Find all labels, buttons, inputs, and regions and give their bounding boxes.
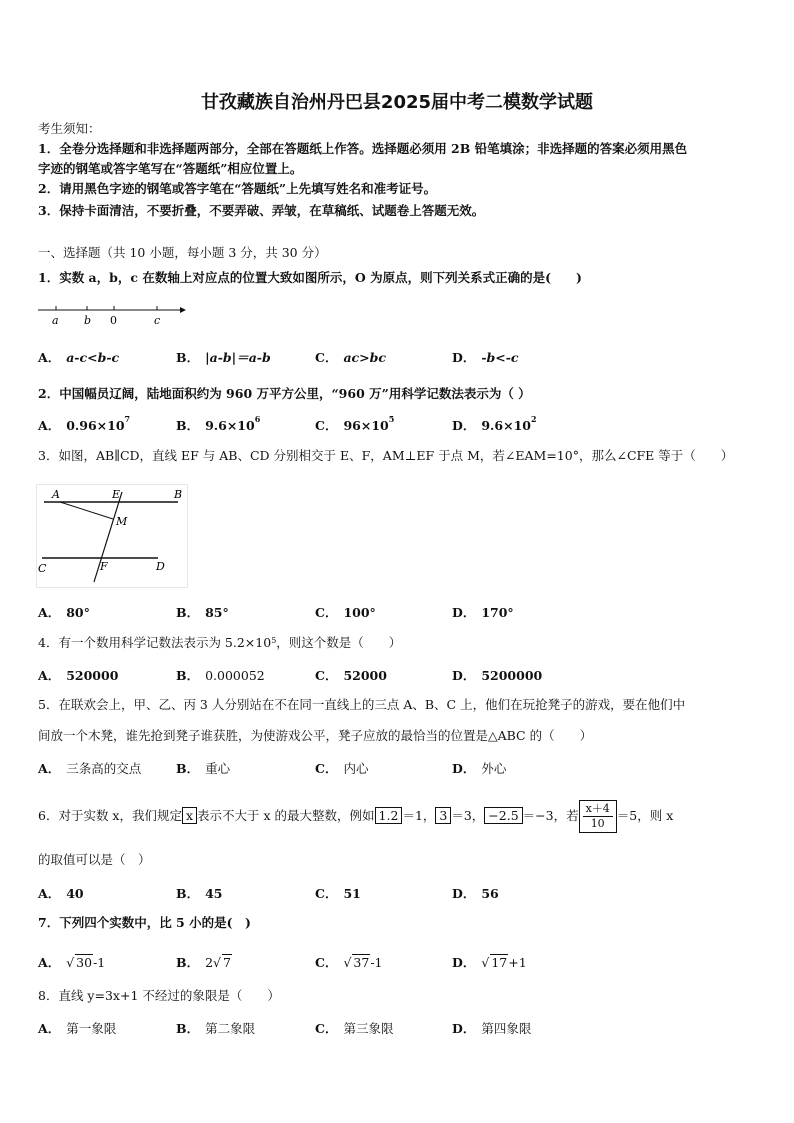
label-E: E [112, 488, 121, 501]
section-heading: 一、选择题（共 10 小题，每小题 3 分，共 30 分） [38, 245, 327, 260]
label-zero: 0 [110, 314, 117, 327]
q5-option-c[interactable]: C． 内心 [315, 761, 369, 776]
segment-am [60, 502, 113, 519]
number-line-figure [36, 300, 186, 328]
q1-option-a[interactable]: A． a-c<b-c [38, 350, 120, 365]
axis-arrow-icon [180, 307, 186, 313]
q7-option-c[interactable]: C． √ 37-1 [315, 955, 383, 970]
q8-option-b[interactable]: B． 第二象限 [176, 1021, 256, 1036]
label-b: b [84, 314, 92, 327]
label-F: F [100, 560, 108, 573]
question-6-stem: 6．对于实数 x，我们规定 x 表示不大于 x 的最大整数，例如 1.2 ＝1， 3 ＝3， −2.5 ＝−3，若 $\frac{x+4}{10}$ ＝5，则 x [38, 800, 673, 833]
floor-fraction: $\frac{x+4}{10}$ [579, 800, 617, 833]
q4-option-a[interactable]: A． 520000 [38, 668, 119, 683]
q8-option-d[interactable]: D． 第四象限 [452, 1021, 532, 1036]
question-7-stem: 7．下列四个实数中，比 5 小的是( ) [38, 915, 251, 930]
q3-option-b[interactable]: B． 85° [176, 605, 229, 620]
label-D: D [156, 560, 165, 573]
q2-option-a[interactable]: A． $0.96\times 10^7$ [38, 414, 131, 433]
q2-option-b[interactable]: B． $9.6\times 10^6$ [176, 414, 261, 433]
q7-option-b[interactable]: B． 2√ 7 [176, 955, 231, 970]
question-8-stem: 8．直线 y=3x+1 不经过的象限是（ ） [38, 988, 280, 1003]
line-ef [94, 492, 122, 582]
q4-option-c[interactable]: C． 52000 [315, 668, 387, 683]
question-5-line-1: 5．在联欢会上，甲、乙、丙 3 人分别站在不在同一直线上的三点 A、B、C 上，他们在玩抢凳子的游戏，要在他们中 [38, 697, 686, 712]
q3-option-c[interactable]: C． 100° [315, 605, 376, 620]
notice-item-1-cont: 字迹的钢笔或答字笔写在“答题纸”相应位置上。 [38, 161, 303, 176]
q5-option-d[interactable]: D． 外心 [452, 761, 507, 776]
q5-option-b[interactable]: B． 重心 [176, 761, 231, 776]
q5-option-a[interactable]: A． 三条高的交点 [38, 761, 142, 776]
q7-option-a[interactable]: A． √ 30-1 [38, 955, 106, 970]
q1-option-c[interactable]: C． ac>bc [315, 350, 386, 365]
q1-option-b[interactable]: B． |a-b|＝a-b [176, 350, 271, 365]
q8-option-c[interactable]: C． 第三象限 [315, 1021, 394, 1036]
q6-option-c[interactable]: C． 51 [315, 886, 361, 901]
q8-option-a[interactable]: A． 第一象限 [38, 1021, 117, 1036]
label-M: M [116, 515, 128, 528]
q4-option-d[interactable]: D． 5200000 [452, 668, 543, 683]
floor-bracket: x [182, 807, 197, 824]
q6-option-b[interactable]: B． 45 [176, 886, 223, 901]
q2-option-d[interactable]: D． $9.6\times 10^2$ [452, 414, 537, 433]
q4-option-b[interactable]: B． 0.000052 [176, 668, 265, 683]
q7-option-d[interactable]: D． √ 17+1 [452, 955, 527, 970]
notice-heading: 考生须知： [38, 121, 101, 136]
question-3-stem: 3．如图，AB∥CD，直线 EF 与 AB、CD 分别相交于 E、F，AM⊥EF 于点 M，若∠EAM=10°，那么∠CFE 等于（ ） [38, 448, 734, 463]
label-C: C [38, 562, 47, 575]
q3-option-d[interactable]: D． 170° [452, 605, 514, 620]
q2-option-c[interactable]: C． $96\times 10^5$ [315, 414, 395, 433]
parallel-lines-figure [36, 484, 188, 588]
q6-option-d[interactable]: D． 56 [452, 886, 499, 901]
q6-option-a[interactable]: A． 40 [38, 886, 84, 901]
exam-title: 甘孜藏族自治州丹巴县2025届中考二模数学试题 [200, 92, 594, 113]
question-1-stem: 1．实数 a，b，c 在数轴上对应点的位置大致如图所示，O 为原点，则下列关系式正确的是( ) [38, 270, 582, 285]
notice-item-3: 3．保持卡面清洁，不要折叠，不要弄破、弄皱，在草稿纸、试题卷上答题无效。 [38, 203, 485, 218]
question-5-line-2: 间放一个木凳，谁先抢到凳子谁获胜，为使游戏公平，凳子应放的最恰当的位置是△ABC 的（ ） [38, 728, 593, 743]
label-A: A [52, 488, 60, 501]
q1-option-d[interactable]: D． -b<-c [452, 350, 519, 365]
notice-item-1: 1．全卷分选择题和非选择题两部分，全部在答题纸上作答。选择题必须用 2B 铅笔填涂；非选择题的答案必须用黑色 [38, 141, 688, 156]
notice-item-2: 2．请用黑色字迹的钢笔或答字笔在“答题纸”上先填写姓名和准考证号。 [38, 181, 437, 196]
label-a: a [52, 314, 59, 327]
label-c: c [154, 314, 161, 327]
question-2-stem: 2．中国幅员辽阔，陆地面积约为 960 万平方公里，“960 万”用科学记数法表示为（ ） [38, 386, 531, 401]
question-4-stem: 4．有一个数用科学记数法表示为 $5.2\times 10^5$，则这个数是（ ） [38, 635, 402, 650]
question-6-line-2: 的取值可以是（ ） [38, 852, 151, 867]
q3-option-a[interactable]: A． 80° [38, 605, 90, 620]
label-B: B [174, 488, 183, 501]
